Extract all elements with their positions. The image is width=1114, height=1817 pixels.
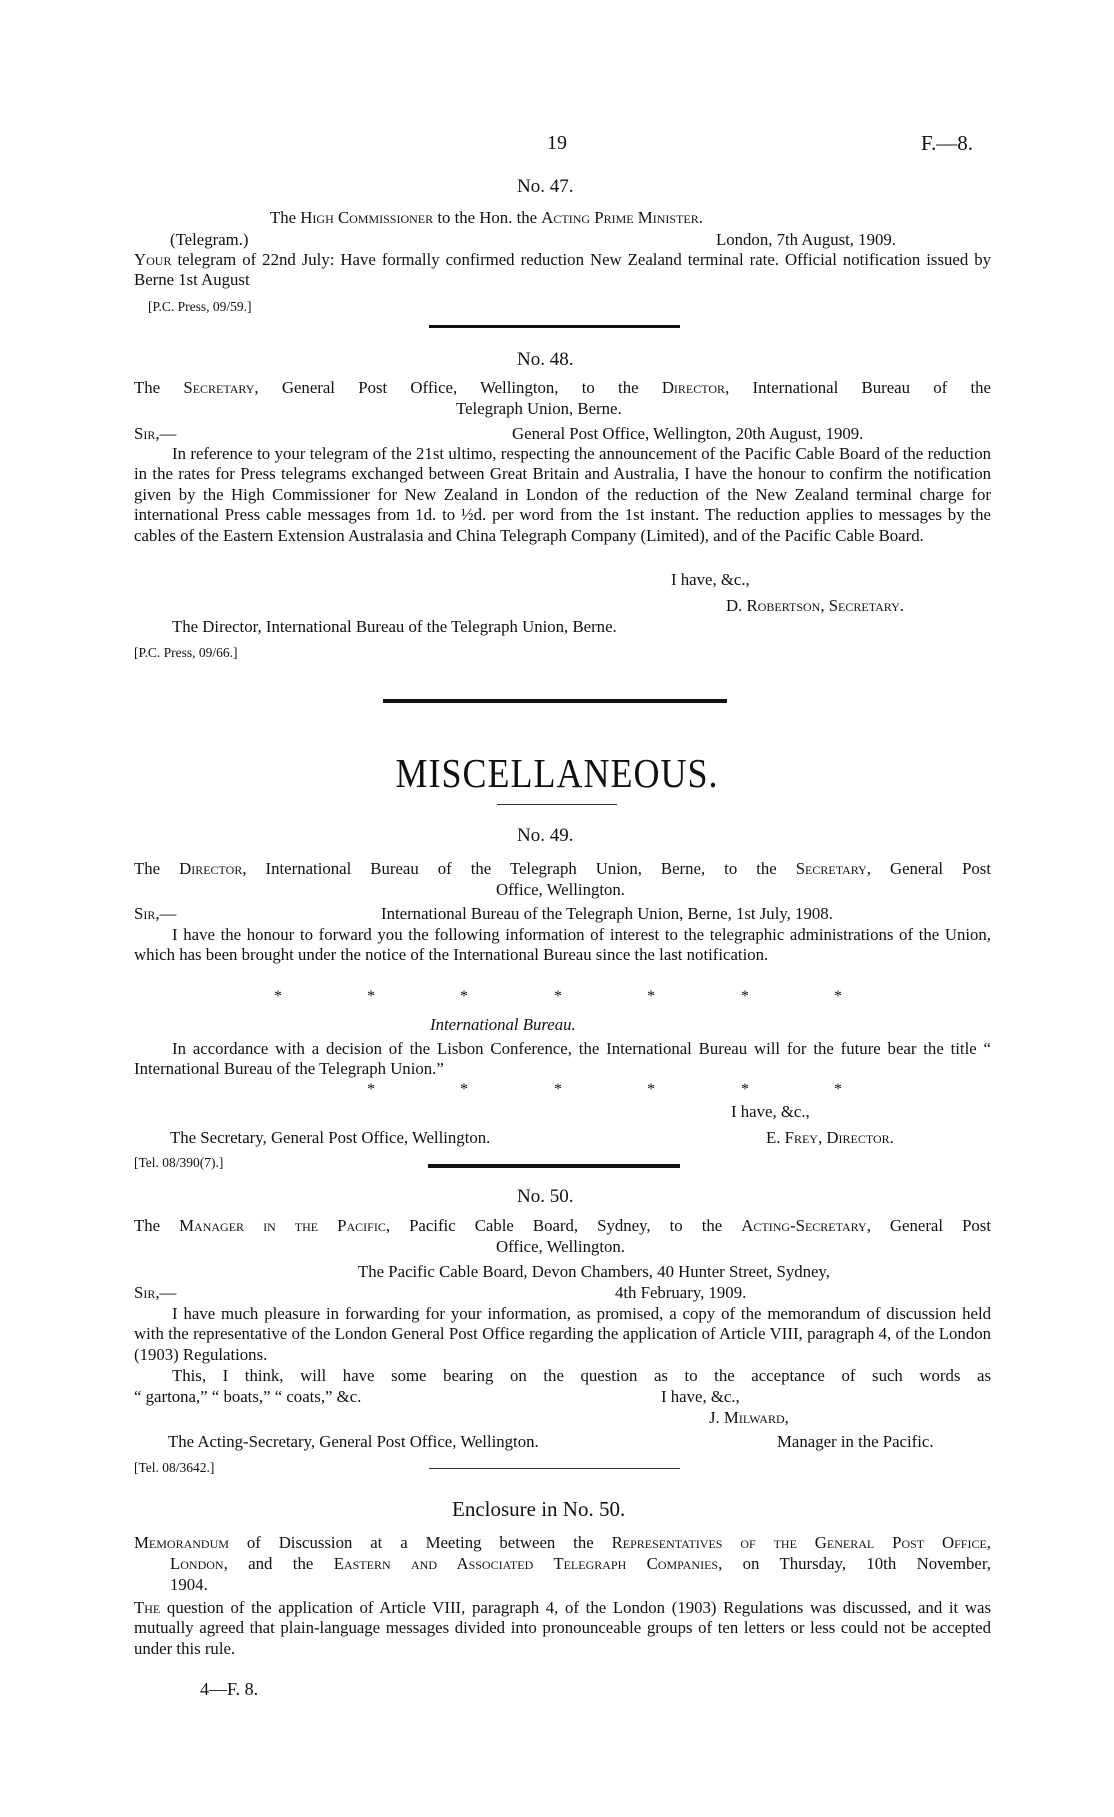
no49-body-1: I have the honour to forward you the following information of interest to the telegraphic administrations of the Union, which has been brought under the notice of the International Bureau since the last notification. <box>134 925 991 965</box>
heading-underline <box>497 804 617 805</box>
no48-reference: [P.C. Press, 09/66.] <box>134 645 238 660</box>
no48-from-to-line2: Telegraph Union, Berne. <box>456 399 622 418</box>
star: * <box>554 1081 562 1098</box>
no47-title: No. 47. <box>517 176 574 197</box>
section-divider <box>428 1164 680 1168</box>
star: * <box>647 1081 655 1098</box>
no49-place-date: International Bureau of the Telegraph Union, Berne, 1st July, 1908. <box>381 904 833 923</box>
star: * <box>554 988 562 1005</box>
no50-body-2-line2: “ gartona,” “ boats,” “ coats,” &c. <box>134 1387 362 1406</box>
no49-salutation: Sir,— <box>134 904 177 923</box>
no48-salutation: Sir,— <box>134 424 177 443</box>
star: * <box>834 988 842 1005</box>
signature-mark: 4—F. 8. <box>200 1679 259 1699</box>
star: * <box>367 1081 375 1098</box>
document-code: F.—8. <box>921 131 973 155</box>
no50-signer-name: J. Milward, <box>709 1408 789 1427</box>
ellipsis-stars-1 <box>0 987 1114 1007</box>
no48-place-date: General Post Office, Wellington, 20th August, 1909. <box>512 424 864 443</box>
section-heading-miscellaneous: MISCELLANEOUS. <box>395 750 719 796</box>
star: * <box>741 988 749 1005</box>
no49-closing: I have, &c., <box>731 1102 810 1121</box>
ellipsis-stars-2 <box>0 1080 1114 1100</box>
no50-signer-title: Manager in the Pacific. <box>777 1432 934 1451</box>
star: * <box>741 1081 749 1098</box>
no50-addressee: The Acting-Secretary, General Post Office, Wellington. <box>168 1432 539 1451</box>
no49-addressee: The Secretary, General Post Office, Wellington. <box>170 1128 491 1147</box>
no50-place-line2: 4th February, 1909. <box>615 1283 747 1302</box>
no49-subheading: International Bureau. <box>430 1015 576 1034</box>
no50-body-2-line1: This, I think, will have some bearing on the question as to the acceptance of such words as <box>172 1366 991 1385</box>
enclosure-memo-line1: Memorandum of Discussion at a Meeting between the Representatives of the General Post Office, <box>134 1533 992 1552</box>
enclosure-memo-line3: 1904. <box>170 1575 208 1594</box>
no50-salutation: Sir,— <box>134 1283 177 1302</box>
enclosure-title: Enclosure in No. 50. <box>452 1497 626 1521</box>
no50-reference: [Tel. 08/3642.] <box>134 1460 215 1475</box>
star: * <box>367 988 375 1005</box>
no47-place-date: London, 7th August, 1909. <box>716 230 896 249</box>
star: * <box>647 988 655 1005</box>
no48-closing: I have, &c., <box>671 570 750 589</box>
no50-from-to-line1: The Manager in the Pacific, Pacific Cable Board, Sydney, to the Acting-Secretary, General Post <box>134 1216 991 1235</box>
star: * <box>460 1081 468 1098</box>
star: * <box>834 1081 842 1098</box>
no50-title: No. 50. <box>517 1186 574 1207</box>
no49-reference: [Tel. 08/390(7).] <box>134 1155 224 1170</box>
no50-from-to-line2: Office, Wellington. <box>496 1237 625 1256</box>
no49-signature: E. Frey, Director. <box>766 1128 894 1147</box>
no48-title: No. 48. <box>517 349 574 370</box>
no48-from-to-line1: The Secretary, General Post Office, Wellington, to the Director, International Bureau of the <box>134 378 991 397</box>
no47-telegram-label: (Telegram.) <box>170 230 249 249</box>
star: * <box>460 988 468 1005</box>
enclosure-body: The question of the application of Article VIII, paragraph 4, of the London (1903) Regulations was discussed, and it was mutually agreed that plain-language messages divided into pronounceable groups of ten letters or less could not be accepted under this rule. <box>134 1598 991 1658</box>
no50-body-1: I have much pleasure in forwarding for your information, as promised, a copy of the memorandum of discussion held with the representative of the London General Post Office regarding the application of Article VIII, paragraph 4, of the London (1903) Regulations. <box>134 1304 991 1364</box>
no49-from-to-line1: The Director, International Bureau of the Telegraph Union, Berne, to the Secretary, General Post <box>134 859 991 878</box>
no47-body: Your telegram of 22nd July: Have formally confirmed reduction New Zealand terminal rate. Official notification issued by Berne 1st August <box>134 250 991 290</box>
no48-body: In reference to your telegram of the 21st ultimo, respecting the announcement of the Pacific Cable Board of the reduction in the rates for Press telegrams exchanged between Great Britain and Australia, I have the honour to confirm the notification given by the High Commissioner for New Zealand in London of the reduction of the New Zealand terminal charge for international Press cable messages from 1d. to ½d. per word from the 1st instant. The reduction applies to messages by the cables of the Eastern Extension Australasia and China Telegraph Company (Limited), and of the Pacific Cable Board. <box>134 444 991 545</box>
no49-title: No. 49. <box>517 825 574 846</box>
enclosure-memo-line2: London, and the Eastern and Associated Telegraph Companies, on Thursday, 10th November, <box>170 1554 991 1573</box>
star: * <box>274 988 282 1005</box>
section-divider <box>429 325 680 328</box>
no50-place-line1: The Pacific Cable Board, Devon Chambers, 40 Hunter Street, Sydney, <box>358 1262 830 1281</box>
no49-body-2: In accordance with a decision of the Lisbon Conference, the International Bureau will for the future bear the title “ International Bureau of the Telegraph Union.” <box>134 1039 991 1079</box>
no48-signature: D. Robertson, Secretary. <box>726 596 904 615</box>
section-divider <box>383 699 727 703</box>
no47-from-to: The High Commissioner to the Hon. the Acting Prime Minister. <box>270 208 703 227</box>
no49-from-to-line2: Office, Wellington. <box>496 880 625 899</box>
section-divider <box>429 1468 680 1469</box>
no50-closing: I have, &c., <box>661 1387 740 1406</box>
no47-reference: [P.C. Press, 09/59.] <box>148 299 252 314</box>
page-number: 19 <box>547 132 567 154</box>
no48-addressee: The Director, International Bureau of the Telegraph Union, Berne. <box>172 617 617 636</box>
